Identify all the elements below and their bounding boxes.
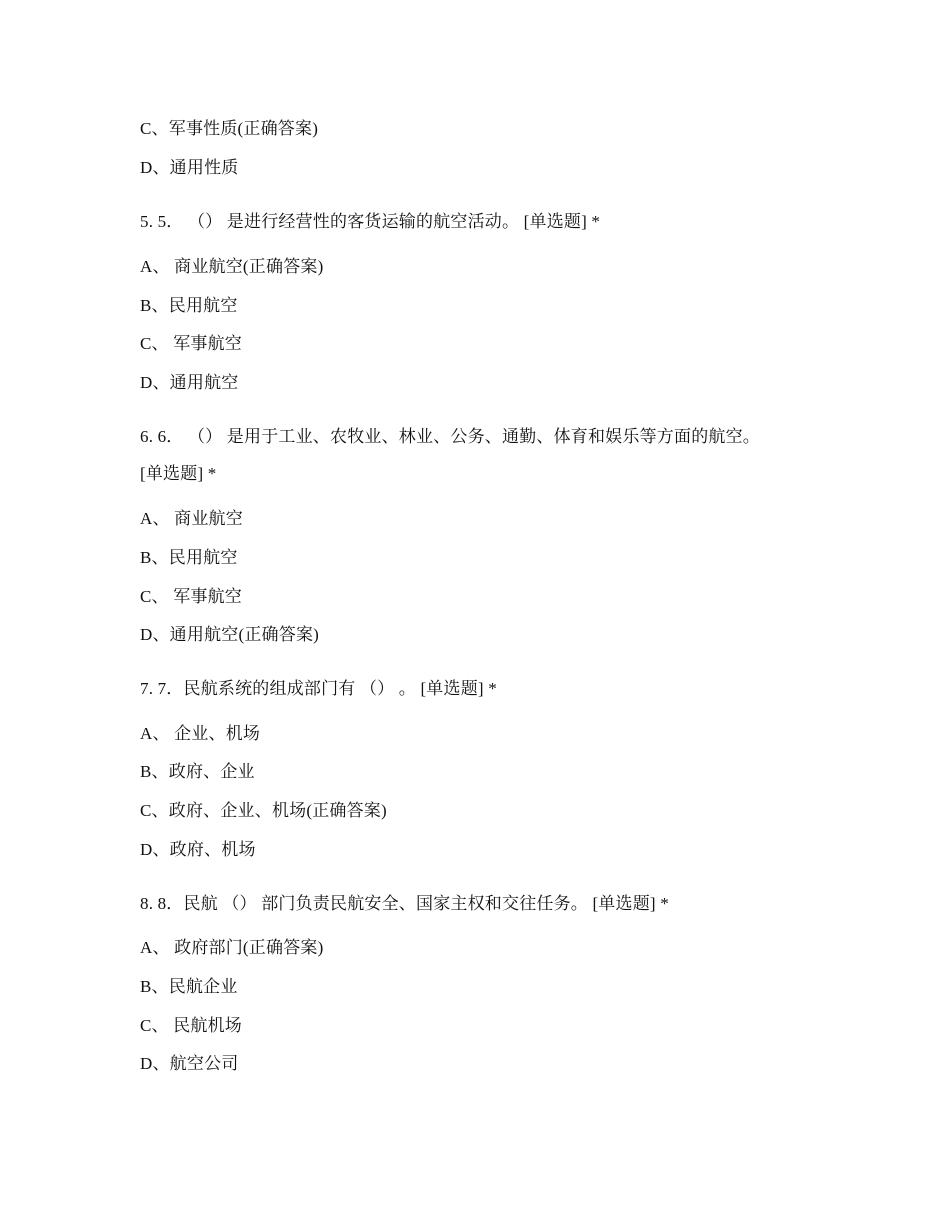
q5-option-b: B、民用航空 xyxy=(140,296,238,315)
q7-option-d: D、政府、机场 xyxy=(140,840,256,859)
q7-option-c: C、政府、企业、机场(正确答案) xyxy=(140,801,387,820)
q7-option-a: A、 企业、机场 xyxy=(140,724,261,743)
q8-option-a: A、 政府部门(正确答案) xyxy=(140,938,324,957)
question-5: 5. 5． （） 是进行经营性的客货运输的航空活动。 [单选题] * xyxy=(140,212,601,231)
q8-option-c: C、 民航机场 xyxy=(140,1016,242,1035)
q7-option-b: B、政府、企业 xyxy=(140,762,255,781)
q5-option-c: C、 军事航空 xyxy=(140,334,242,353)
q5-option-a: A、 商业航空(正确答案) xyxy=(140,257,324,276)
option-c-prev: C、军事性质(正确答案) xyxy=(140,119,319,138)
q8-option-b: B、民航企业 xyxy=(140,977,238,996)
option-d-prev: D、通用性质 xyxy=(140,158,239,177)
question-6-line-1: 6. 6． （） 是用于工业、农牧业、林业、公务、通勤、体育和娱乐等方面的航空。 xyxy=(140,427,760,446)
question-7: 7. 7．民航系统的组成部门有 （） 。 [单选题] * xyxy=(140,679,497,698)
question-8: 8. 8．民航 （） 部门负责民航安全、国家主权和交往任务。 [单选题] * xyxy=(140,894,669,913)
question-6-line-2: [单选题] * xyxy=(140,464,217,483)
q6-option-d: D、通用航空(正确答案) xyxy=(140,625,319,644)
q8-option-d: D、航空公司 xyxy=(140,1054,239,1073)
q5-option-d: D、通用航空 xyxy=(140,373,239,392)
q6-option-b: B、民用航空 xyxy=(140,548,238,567)
q6-option-c: C、 军事航空 xyxy=(140,587,242,606)
q6-option-a: A、 商业航空 xyxy=(140,509,243,528)
